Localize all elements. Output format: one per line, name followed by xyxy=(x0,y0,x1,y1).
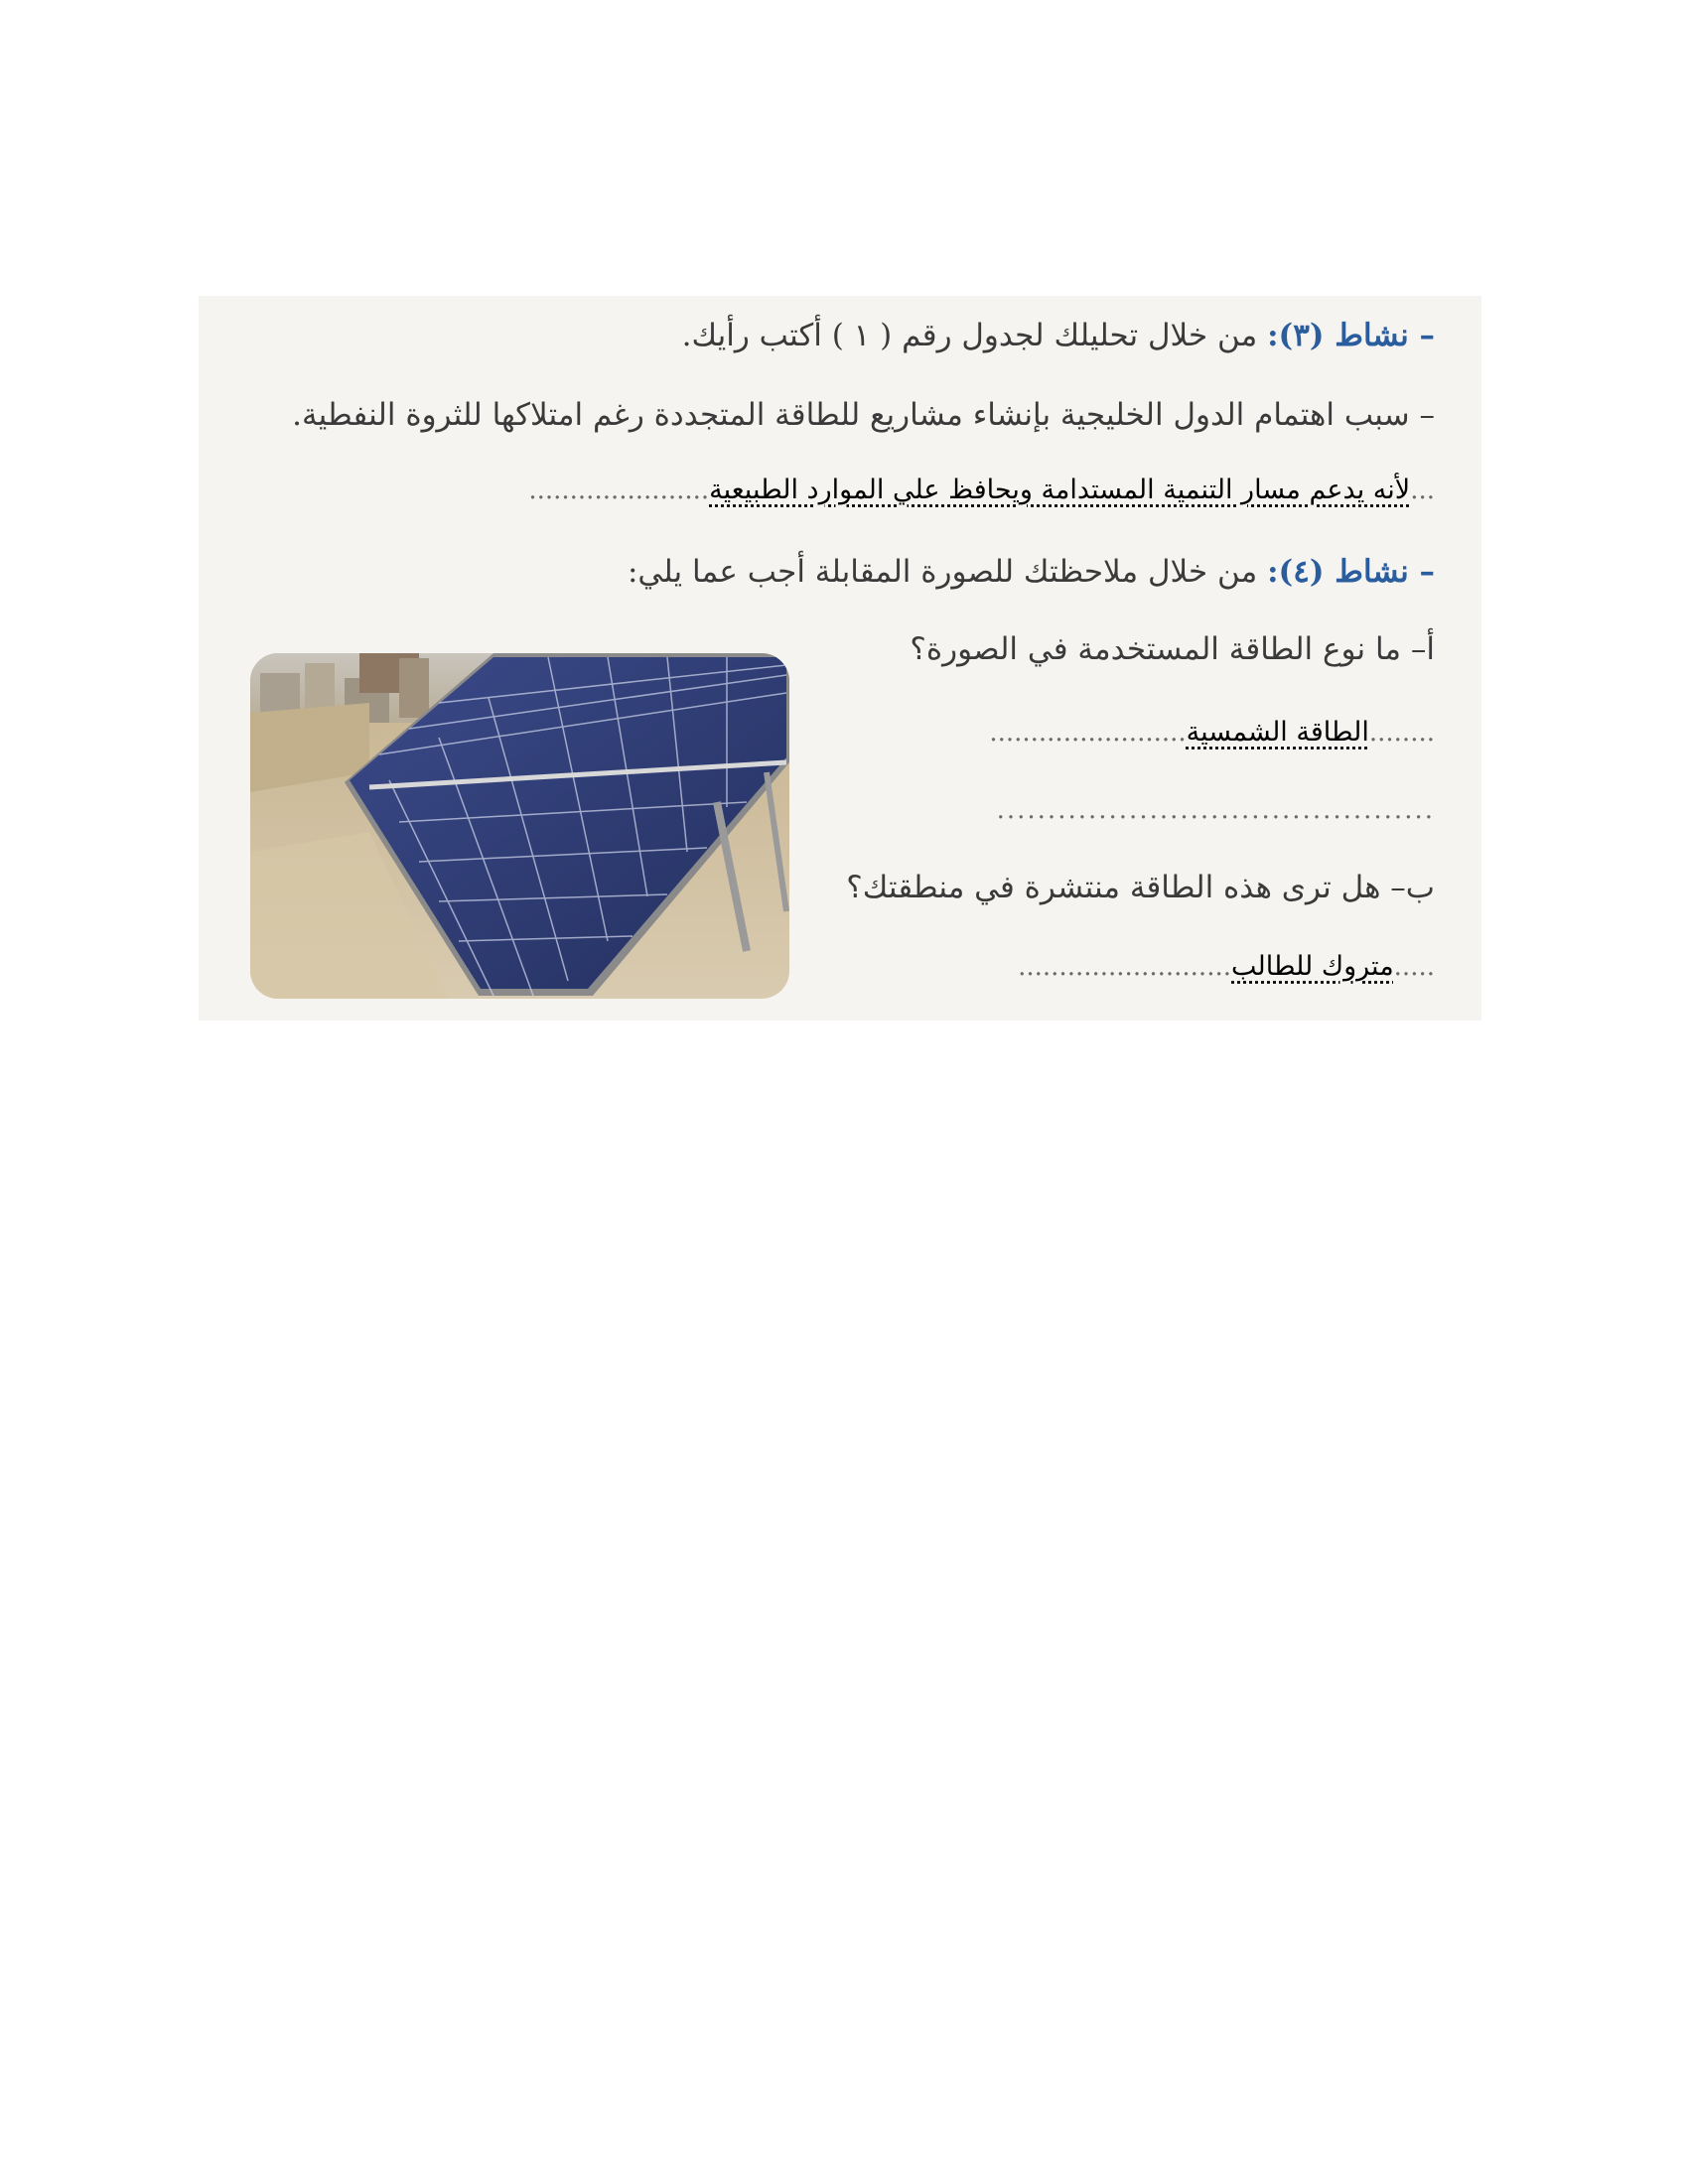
answer-a-row xyxy=(839,713,1435,752)
activity4-heading xyxy=(628,552,1435,592)
answer-dots: ........ xyxy=(1368,718,1435,748)
activity3-question: – سبب اهتمام الدول الخليجية بإنشاء مشاريع للطاقة المتجددة رغم امتلاكها للثروة النفطية. xyxy=(292,397,1435,433)
activity4-prompt: من خلال ملاحظتك للصورة المقابلة أجب عما يلي: xyxy=(627,554,1268,590)
question-b: ب– هل ترى هذه الطاقة منتشرة في منطقتك؟ xyxy=(846,870,1435,905)
solar-panel-photo xyxy=(250,653,789,999)
activity3-label: – نشاط (٣): xyxy=(1267,318,1435,353)
answer-dots: ........................................... xyxy=(996,795,1435,825)
answer-b-row xyxy=(839,947,1435,987)
activity4-label: – نشاط (٤): xyxy=(1267,554,1435,590)
question-a: أ– ما نوع الطاقة المستخدمة في الصورة؟ xyxy=(910,631,1435,667)
answer-dots: ........................ xyxy=(989,718,1187,748)
answer-b: متروك للطالب xyxy=(1231,951,1394,982)
answer-a: الطاقة الشمسية xyxy=(1186,717,1369,748)
activity3-heading xyxy=(682,316,1435,355)
answer-dots: ..... xyxy=(1393,952,1435,982)
answer-dots: ...................... xyxy=(528,476,710,505)
solar-panel-illustration xyxy=(250,653,789,999)
activity3-answer: لأنه يدعم مسار التنمية المستدامة ويحافظ علي الموارد الطبيعية xyxy=(709,475,1411,505)
answer-dots: ... xyxy=(1410,476,1435,505)
activity3-answer-row xyxy=(442,471,1435,510)
blank-answer-line xyxy=(839,790,1435,830)
answer-dots: .......................... xyxy=(1018,952,1231,982)
activity3-prompt: من خلال تحليلك لجدول رقم ( ١ ) أكتب رأيك. xyxy=(681,318,1268,353)
